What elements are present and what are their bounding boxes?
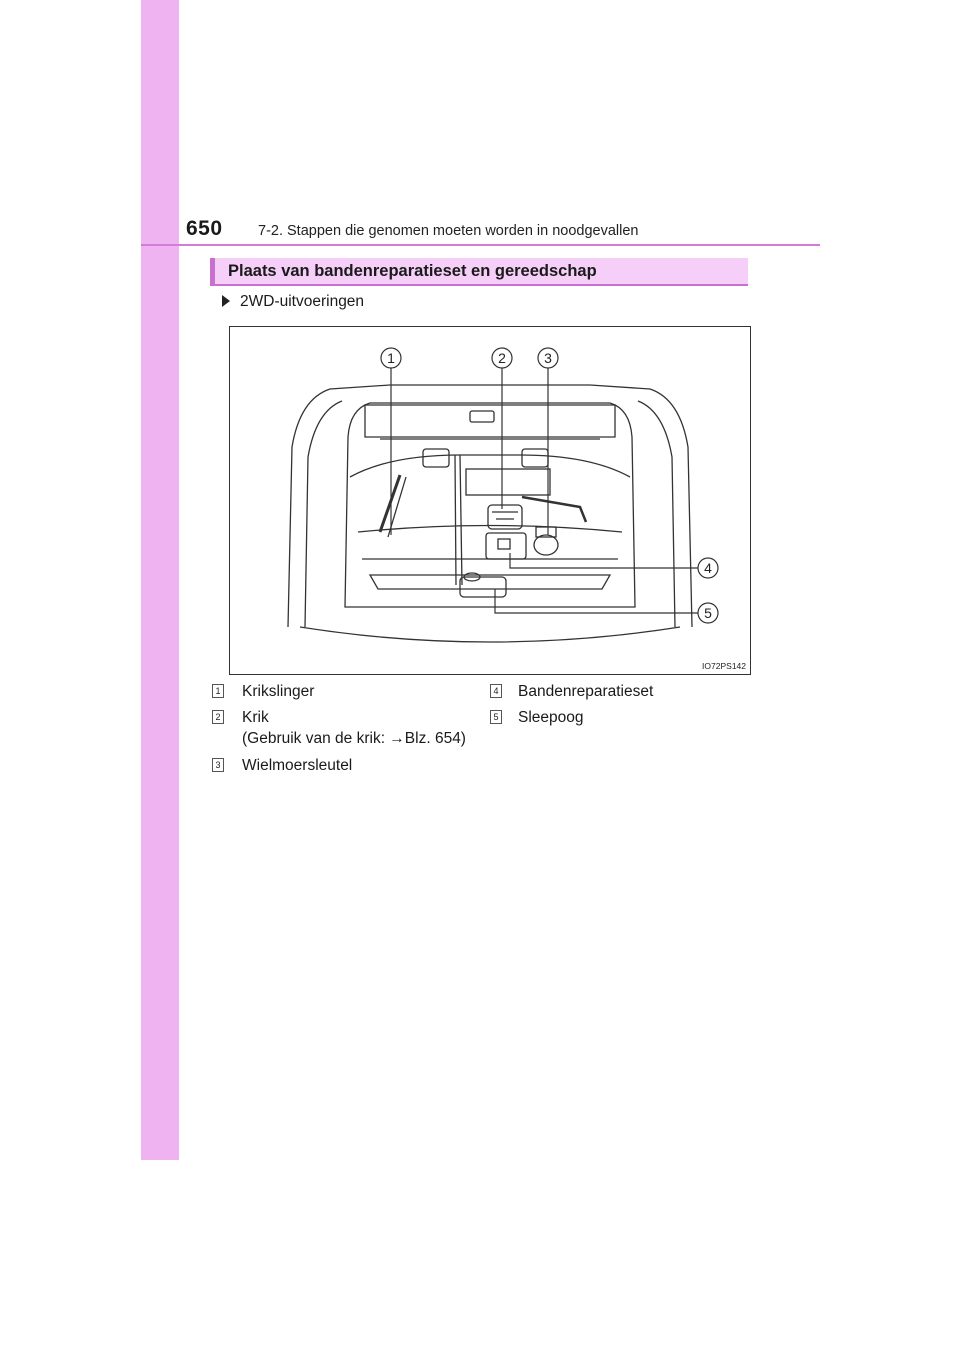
chapter-title: 7-2. Stappen die genomen moeten worden in noodgevallen <box>258 223 639 239</box>
page-number: 650 <box>186 217 223 240</box>
callout-3: 3 <box>544 350 552 366</box>
trunk-drawing <box>230 327 750 674</box>
section-heading <box>210 258 748 286</box>
callout-2: 2 <box>498 350 506 366</box>
header-divider <box>141 244 820 246</box>
variant-text: 2WD-uitvoeringen <box>240 293 365 310</box>
legend-label-2: Krik <box>242 709 269 726</box>
legend-label-3: Wielmoersleutel <box>242 757 353 774</box>
legend-number-5: 5 <box>490 710 502 724</box>
trunk-illustration <box>229 326 751 675</box>
legend-number-2: 2 <box>212 710 224 724</box>
triangle-bullet-icon <box>222 295 230 307</box>
callout-1: 1 <box>387 350 395 366</box>
chapter-side-bar <box>141 0 179 1160</box>
legend-sub-2: (Gebruik van de krik: →Blz. 654) <box>242 730 466 747</box>
legend-number-4: 4 <box>490 684 502 698</box>
figure-code: IO72PS142 <box>702 661 746 671</box>
legend-label-5: Sleepoog <box>518 709 584 726</box>
variant-label <box>222 293 364 311</box>
legend-label-1: Krikslinger <box>242 683 315 700</box>
legend-label-4: Bandenreparatieset <box>518 683 654 700</box>
section-accent-bar <box>210 258 215 286</box>
section-title: Plaats van bandenreparatieset en gereedschap <box>228 262 597 280</box>
callout-5: 5 <box>704 605 712 621</box>
legend-number-1: 1 <box>212 684 224 698</box>
legend-number-3: 3 <box>212 758 224 772</box>
callout-4: 4 <box>704 560 712 576</box>
